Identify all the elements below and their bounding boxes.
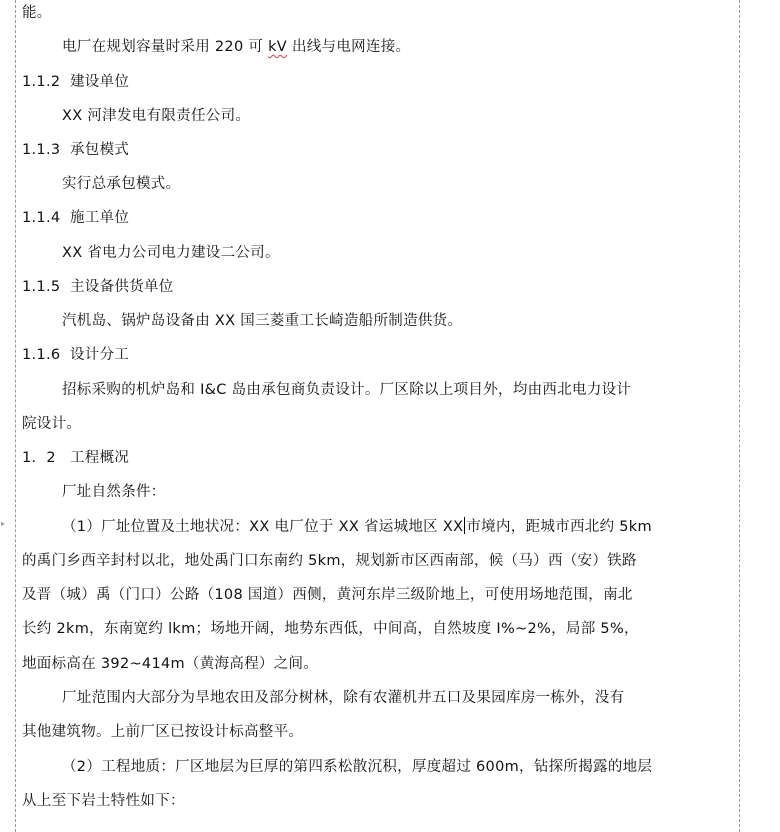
section-heading	[22, 448, 129, 468]
section-heading	[22, 208, 129, 228]
paragraph-line: 院设计。	[22, 416, 82, 432]
paragraph-line: XX 河津发电有限责任公司。	[62, 108, 251, 124]
paragraph-line: 汽机岛、锅炉岛设备由 XX 国三菱重工长崎造船所制造供货。	[62, 313, 463, 329]
paragraph-line: 能。	[22, 5, 52, 21]
text-run: 出线与电网连接。	[287, 39, 411, 55]
section-heading	[22, 277, 174, 297]
paragraph-line: 从上至下岩土特性如下：	[22, 793, 185, 809]
section-number: 1.1.2	[22, 74, 61, 90]
paragraph-line: 厂址范围内大部分为旱地农田及部分树林，除有农灌机井五口及果园库房一栋外，没有	[62, 690, 625, 706]
paragraph-line: 其他建筑物。上前厂区已按设计标高整平。	[22, 724, 304, 740]
section-title: 施工单位	[70, 210, 130, 226]
paragraph-line: 厂址自然条件：	[62, 484, 166, 500]
section-title: 工程概况	[70, 450, 130, 466]
right-margin-guide	[739, 0, 740, 832]
section-heading	[22, 140, 129, 160]
section-number: 1.1.5	[22, 279, 61, 295]
paragraph-line: 实行总承包模式。	[62, 176, 181, 192]
text-run: 市境内，距城市西北约 5km	[466, 519, 652, 535]
text-run: 电厂在规划容量时采用 220 可	[62, 39, 269, 55]
paragraph-line	[62, 37, 410, 57]
section-number: 1．2	[22, 450, 56, 466]
paragraph-line: 长约 2km，东南宽约 lkm；场地开阔，地势东西低，中间高，自然坡度 I%~2%，局部 5%，	[22, 621, 639, 637]
paragraph-line: 及晋（城）禹（门口）公路（108 国道）西侧，黄河东岸三级阶地上，可使用场地范围，南北	[22, 587, 633, 603]
text-run: （1）厂址位置及土地状况：XX 电厂位于 XX 省运城地区 XX	[62, 519, 464, 535]
paragraph-line: XX 省电力公司电力建设二公司。	[62, 245, 280, 261]
paragraph-line: 招标采购的机炉岛和 I&C 岛由承包商负责设计。厂区除以上项目外，均由西北电力设计	[62, 382, 632, 398]
section-title: 建设单位	[70, 74, 130, 90]
section-title: 主设备供货单位	[70, 279, 174, 295]
section-heading	[22, 345, 129, 365]
section-title: 设计分工	[70, 347, 130, 363]
section-heading	[22, 72, 129, 92]
paragraph-line	[62, 517, 652, 537]
section-number: 1.1.6	[22, 347, 61, 363]
section-number: 1.1.3	[22, 142, 61, 158]
paragraph-line: 的禹门乡西辛封村以北，地处禹门口东南约 5km，规划新市区西南部，候（马）西（安）铁路	[22, 553, 637, 569]
left-margin-guide	[15, 0, 16, 832]
margin-marker-icon: ▸	[1, 519, 6, 528]
spellcheck-word: kV	[268, 39, 288, 55]
paragraph-line: 地面标高在 392~414m（黄海高程）之间。	[22, 656, 319, 672]
section-title: 承包模式	[70, 142, 130, 158]
paragraph-line: （2）工程地质：厂区地层为巨厚的第四系松散沉积，厚度超过 600m，钻探所揭露的地层	[62, 759, 653, 775]
section-number: 1.1.4	[22, 210, 61, 226]
